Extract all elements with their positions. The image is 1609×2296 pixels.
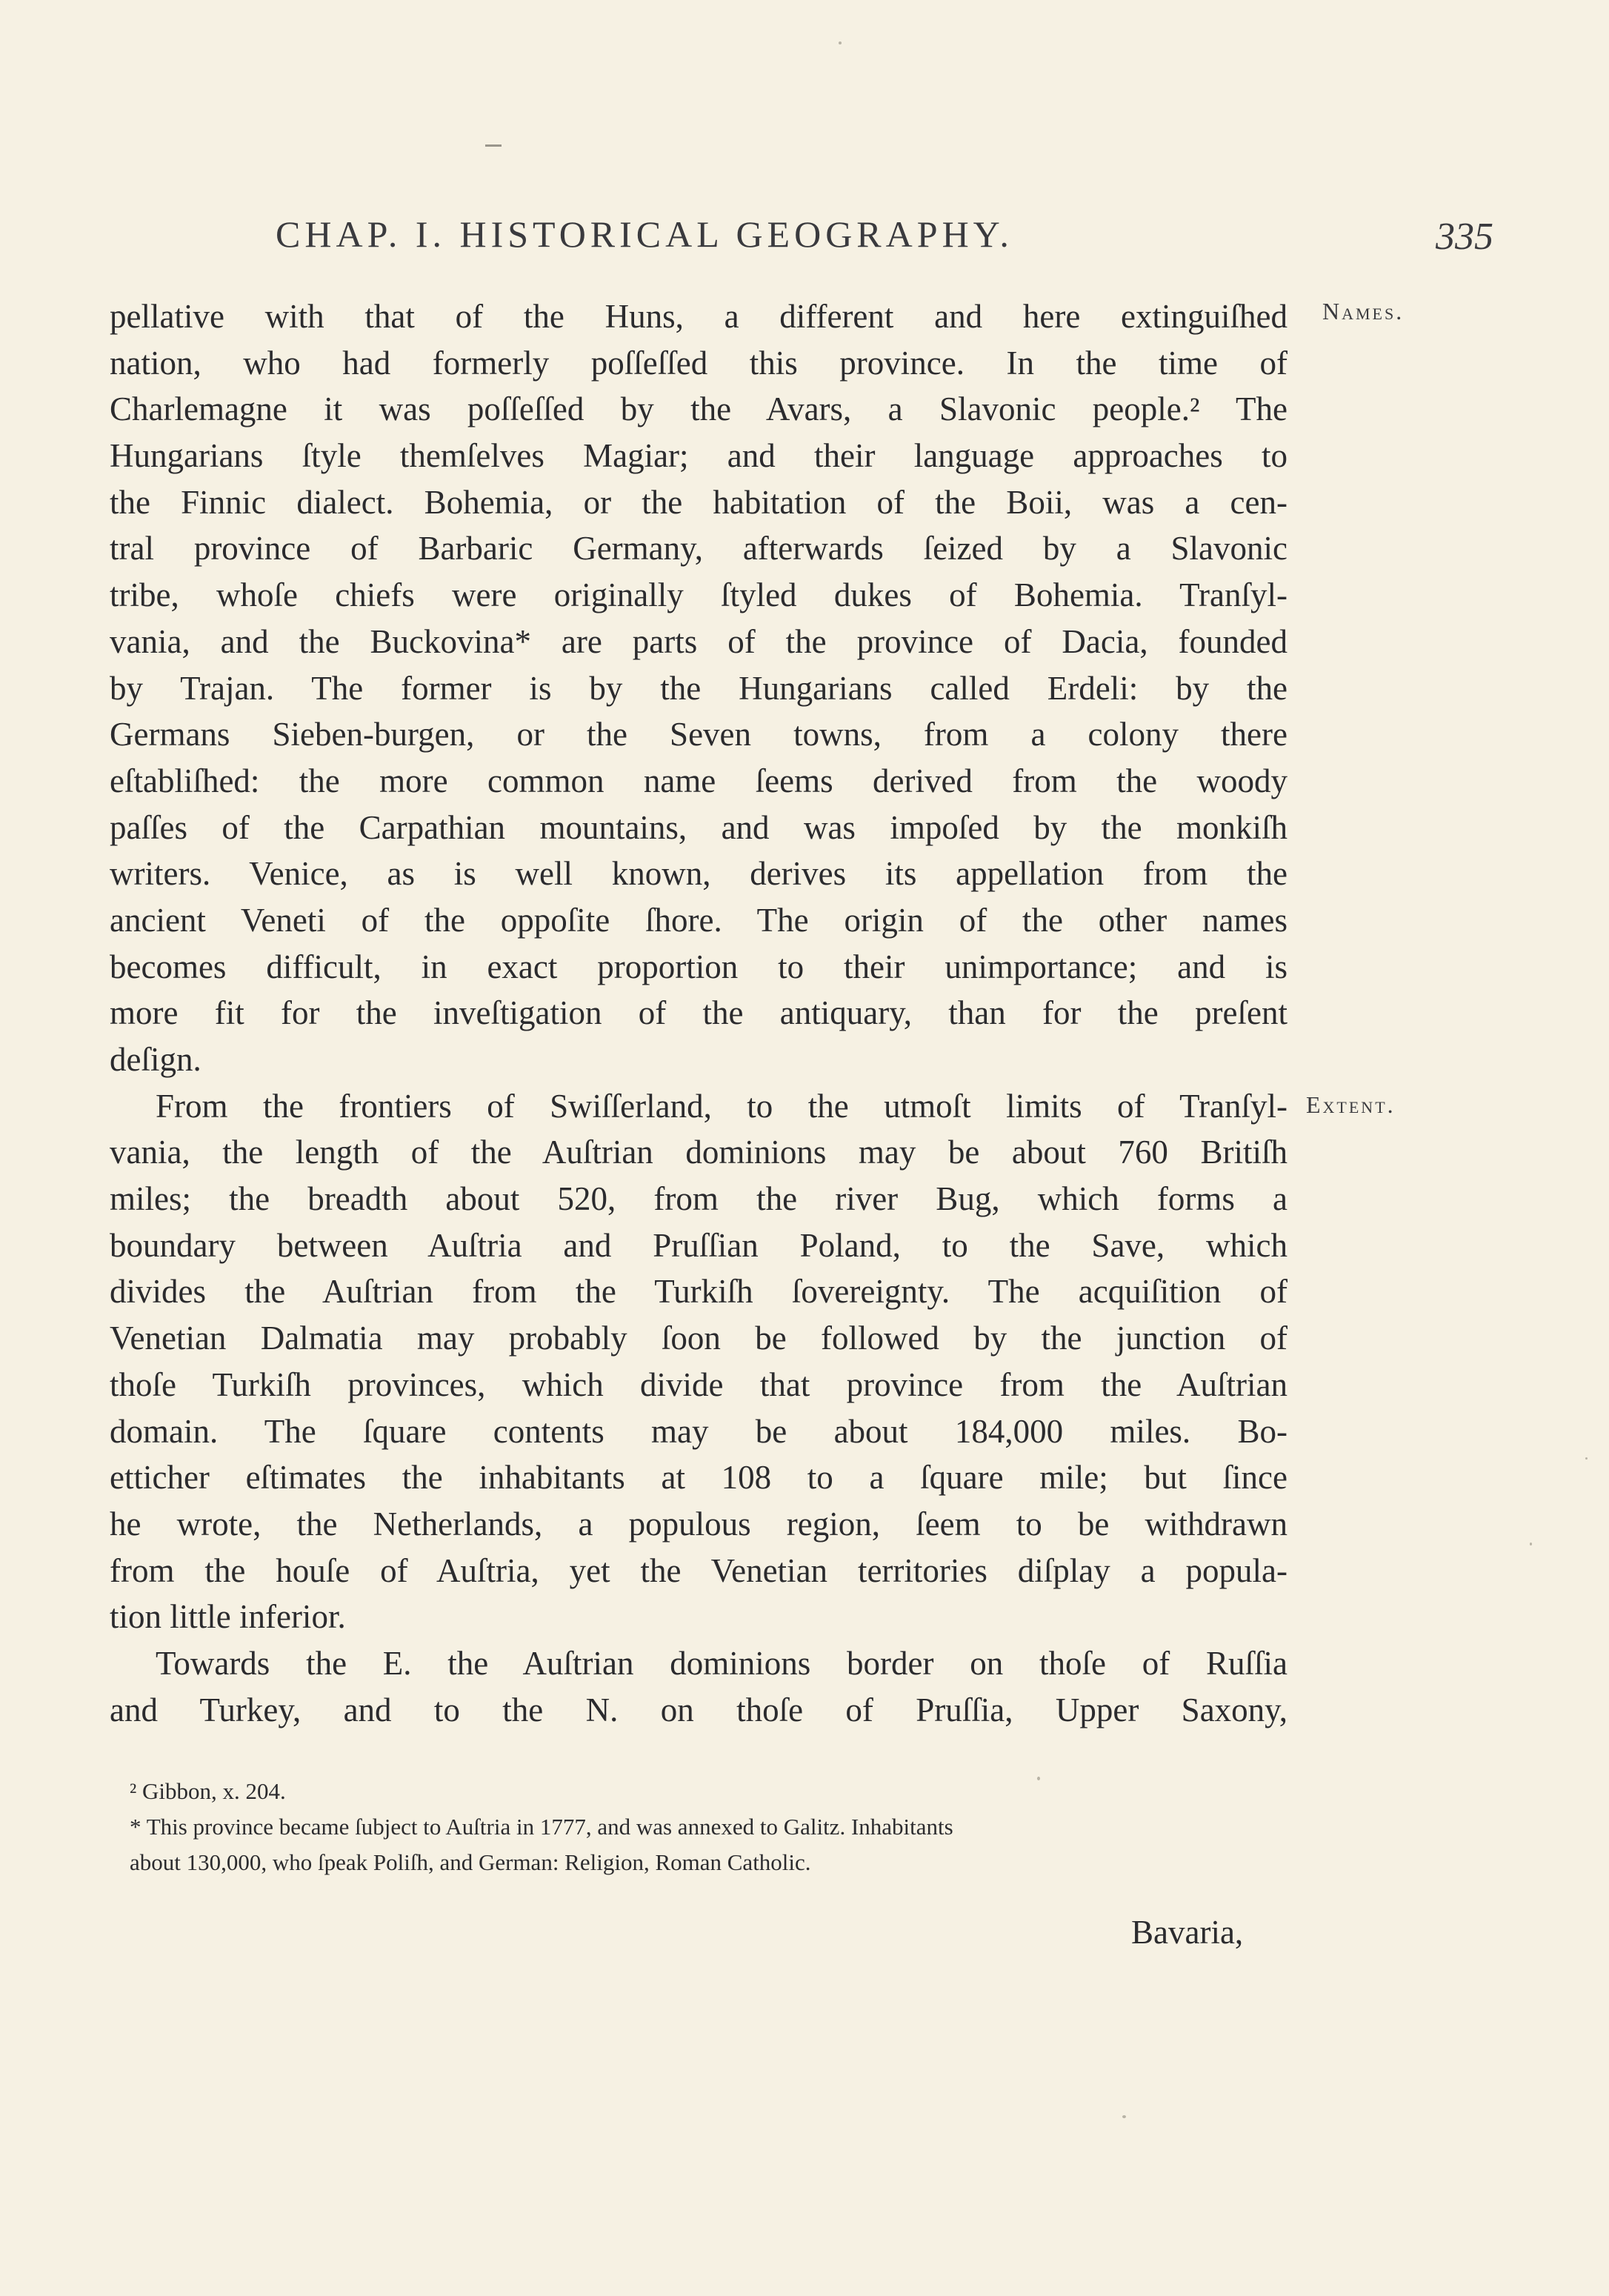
body-line: nation, who had formerly poſſeſſed this province. In the time of [110,344,1287,382]
body-line: and Turkey, and to the N. on thoſe of Pruſſia, Upper Saxony, [110,1691,1287,1728]
page-number: 335 [1436,216,1493,258]
body-line: eſtabliſhed: the more common name ſeems derived from the woody [110,762,1287,799]
body-line: paſſes of the Carpathian mountains, and was impoſed by the monkiſh [110,808,1287,846]
body-line: ancient Veneti of the oppoſite ſhore. The origin of the other names [110,901,1287,939]
body-line: by Trajan. The former is by the Hungarians called Erdeli: by the [110,669,1287,707]
body-line: Charlemagne it was poſſeſſed by the Avars, a Slavonic people.² The [110,390,1287,428]
footnote: * This province became ſubject to Auſtria in 1777, and was annexed to Galitz. Inhabitants [130,1814,953,1840]
footnotes [130,1774,1256,1880]
paper-speck [1530,1543,1532,1545]
body-line: Venetian Dalmatia may probably ſoon be followed by the junction of [110,1320,1287,1357]
body-line: Hungarians ſtyle themſelves Magiar; and their language approaches to [110,437,1287,475]
body-line: Germans Sieben-burgen, or the Seven towns, from a colony there [110,716,1287,753]
body-line: divides the Auſtrian from the Turkiſh ſovereignty. The acquiſition of [110,1273,1287,1311]
body-line: deſign. [110,1041,201,1078]
running-head: CHAP. I. HISTORICAL GEOGRAPHY. [276,213,1013,255]
body-line: vania, the length of the Auſtrian dominions may be about 760 Britiſh [110,1134,1287,1171]
body-line: the Finnic dialect. Bohemia, or the habitation of the Boii, was a cen- [110,483,1287,521]
body-line: becomes difficult, in exact proportion to their unimportance; and is [110,948,1287,985]
body-line: thoſe Turkiſh provinces, which divide that province from the Auſtrian [110,1365,1287,1403]
body-text [110,293,1287,1733]
body-line: he wrote, the Netherlands, a populous region, ſeem to be withdrawn [110,1505,1287,1543]
catchword: Bavaria, [1131,1914,1244,1951]
body-line: vania, and the Buckovina* are parts of the province of Dacia, founded [110,622,1287,660]
margin-note-extent: Extent. [1306,1091,1396,1118]
paper-speck [839,41,842,44]
body-line: writers. Venice, as is well known, derives its appellation from the [110,855,1287,893]
footnote: ² Gibbon, x. 204. [130,1778,286,1804]
body-line: boundary between Auſtria and Pruſſian Poland, to the Save, which [110,1226,1287,1264]
paper-speck [1122,2115,1126,2118]
body-line: tral province of Barbaric Germany, afterwards ſeized by a Slavonic [110,530,1287,568]
margin-note-names: Names. [1322,298,1405,325]
paper-speck [1585,1457,1588,1460]
body-line-paragraph-start: Towards the E. the Auſtrian dominions border on thoſe of Ruſſia [156,1644,1287,1682]
page-tick-mark [485,144,502,147]
body-line: etticher eſtimates the inhabitants at 108 to a ſquare mile; but ſince [110,1459,1287,1497]
body-line: from the houſe of Auſtria, yet the Venetian territories diſplay a popula- [110,1551,1287,1589]
footnote: about 130,000, who ſpeak Poliſh, and German: Religion, Roman Catholic. [130,1849,811,1875]
body-line: miles; the breadth about 520, from the river Bug, which forms a [110,1180,1287,1218]
body-line: domain. The ſquare contents may be about 184,000 miles. Bo- [110,1412,1287,1450]
paper-speck [1037,1777,1040,1780]
body-line: pellative with that of the Huns, a different and here extinguiſhed [110,298,1287,335]
body-line: tion little inferior. [110,1598,346,1636]
body-line-paragraph-start: From the frontiers of Swiſſerland, to the utmoſt limits of Tranſyl- [156,1087,1287,1125]
body-line: more fit for the inveſtigation of the antiquary, than for the preſent [110,994,1287,1032]
body-line: tribe, whoſe chiefs were originally ſtyled dukes of Bohemia. Tranſyl- [110,576,1287,614]
